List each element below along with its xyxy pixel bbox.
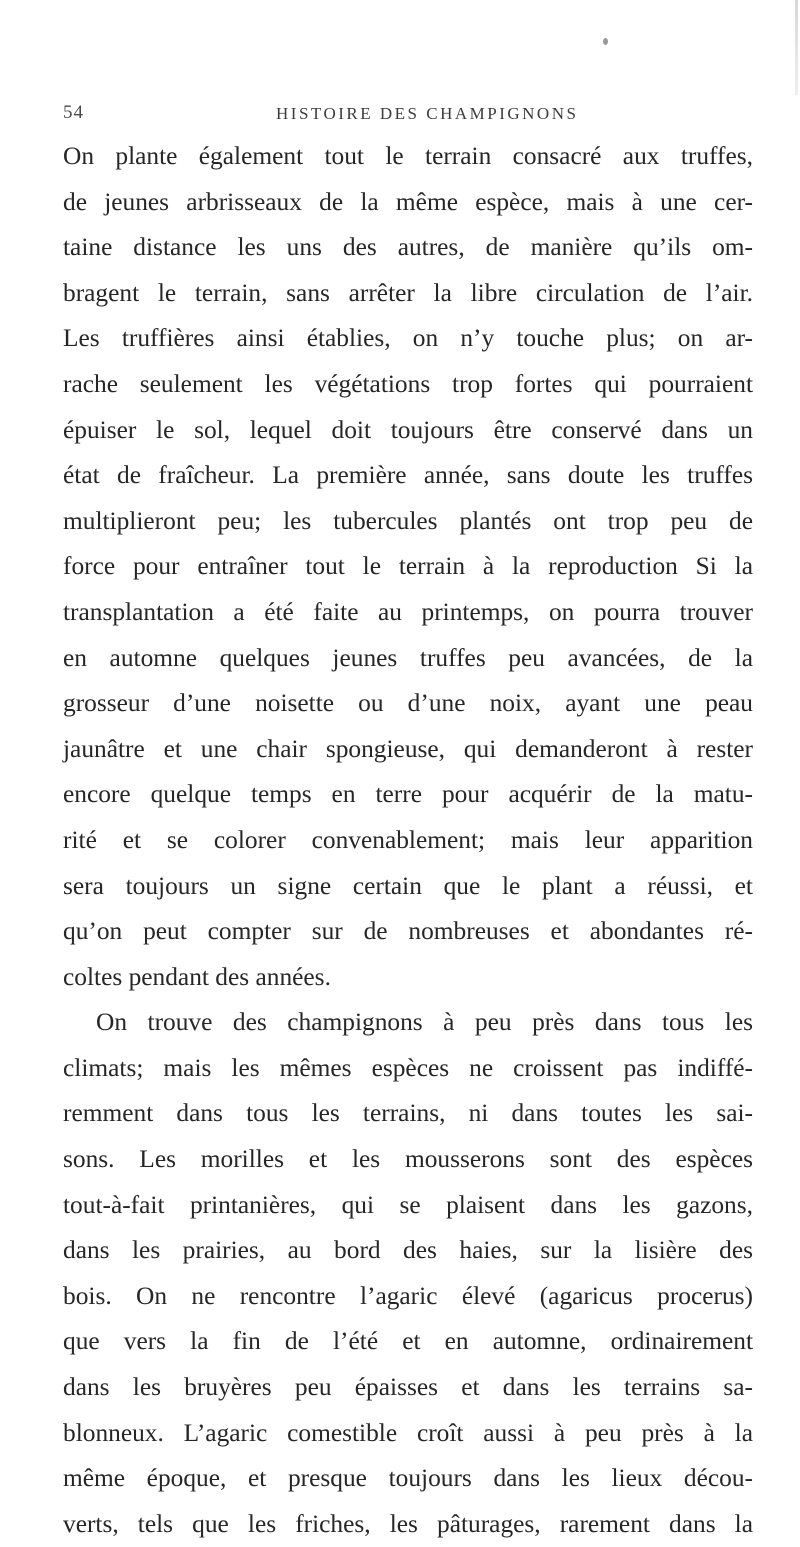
text-line: bragent le terrain, sans arrêter la libre circulation de l’air. [63,278,753,307]
text-line: transplantation a été faite au printemps, on pourra trouver [63,597,753,626]
text-line: rité et se colorer convenablement; mais leur apparition [63,825,753,854]
text-line: grosseur d’une noisette ou d’une noix, ayant une peau [63,689,753,718]
text-line: rache seulement les végétations trop fortes qui pourraient [63,369,753,398]
text-line: coltes pendant des années. [63,962,331,991]
text-line: On trouve des champignons à peu près dans tous les [96,1008,753,1037]
page-number: 54 [63,102,84,123]
text-line: même époque, et presque toujours dans les lieux décou- [63,1464,753,1493]
text-line: dans les prairies, au bord des haies, sur la lisière des [63,1236,753,1265]
text-line: Les truffières ainsi établies, on n’y touche plus; on ar- [63,324,753,353]
text-line: tout-à-fait printanières, qui se plaisent dans les gazons, [63,1190,753,1219]
text-line: dans les bruyères peu épaisses et dans les terrains sa- [63,1373,753,1402]
text-line: jaunâtre et une chair spongieuse, qui demanderont à rester [63,734,753,763]
text-line: sons. Les morilles et les mousserons sont des espèces [63,1145,753,1174]
text-line: que vers la fin de l’été et en automne, ordinairement [63,1327,753,1356]
paragraph-2 [63,1000,753,1547]
text-line: taine distance les uns des autres, de manière qu’ils om- [63,233,753,262]
text-line: remment dans tous les terrains, ni dans toutes les sai- [63,1099,753,1128]
text-line: force pour entraîner tout le terrain à la reproduction Si la [63,552,753,581]
text-line: multiplieront peu; les tubercules plantés ont trop peu de [63,506,753,535]
running-title: HISTOIRE DES CHAMPIGNONS [276,104,579,123]
page-header [0,102,800,128]
text-line: On plante également tout le terrain consacré aux truffes, [63,142,753,170]
text-line: état de fraîcheur. La première année, sans doute les truffes [63,461,753,490]
text-line: sera toujours un signe certain que le plant a réussi, et [63,871,753,900]
text-line: verts, tels que les friches, les pâturages, rarement dans la [63,1509,753,1538]
text-line: encore quelque temps en terre pour acquérir de la matu- [63,780,753,809]
page-edge-shadow [795,0,798,95]
body-text [63,134,753,1547]
text-line: épuiser le sol, lequel doit toujours être conservé dans un [63,415,753,444]
text-line: qu’on peut compter sur de nombreuses et abondantes ré- [63,917,753,946]
text-line: blonneux. L’agaric comestible croît aussi à peu près à la [63,1418,753,1447]
paragraph-1 [63,134,753,1000]
text-line: de jeunes arbrisseaux de la même espèce, mais à une cer- [63,187,753,216]
text-line: climats; mais les mêmes espèces ne croissent pas indiffé- [63,1053,753,1082]
ink-speck [603,38,608,45]
text-line-with-latin-name: bois. On ne rencontre l’agaric élevé (agaricus procerus) [63,1281,753,1310]
text-line: en automne quelques jeunes truffes peu avancées, de la [63,643,753,672]
